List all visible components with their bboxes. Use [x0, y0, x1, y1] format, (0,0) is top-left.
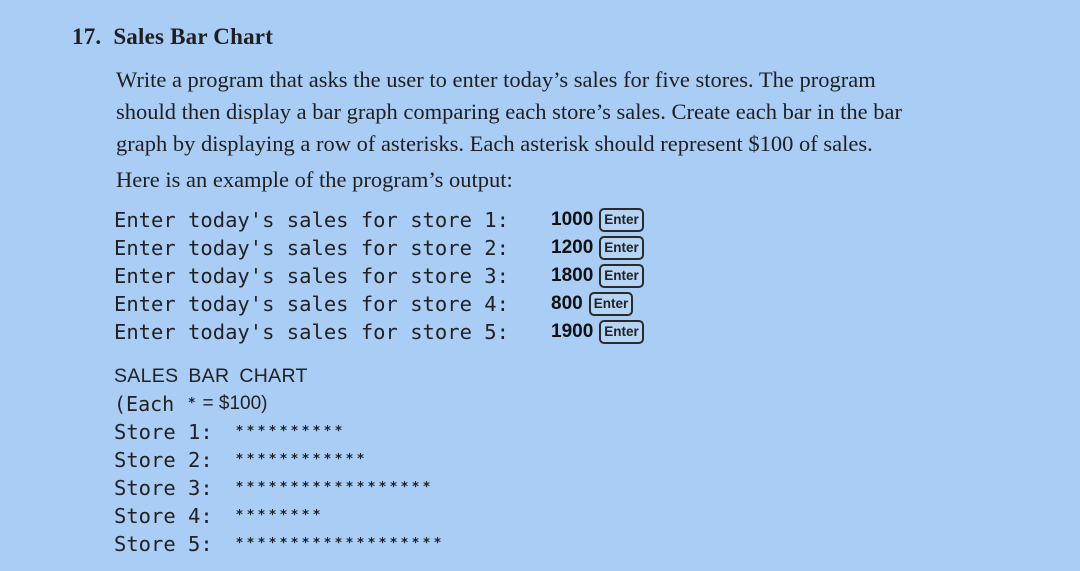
- exercise-description: [116, 64, 1046, 160]
- enter-key-icon: Enter: [599, 208, 644, 232]
- prompt-text: Enter today's sales for store 4:: [114, 292, 522, 316]
- prompt-text: Enter today's sales for store 3:: [114, 264, 522, 288]
- bar-asterisk: *: [290, 536, 299, 551]
- bar-asterisk: *: [301, 424, 310, 439]
- bar-asterisk: *: [268, 452, 277, 467]
- bar-asterisk: *: [389, 536, 398, 551]
- bar-asterisk: *: [400, 536, 409, 551]
- bar-asterisk: *: [301, 508, 310, 523]
- bar-asterisk: *: [246, 480, 255, 495]
- bar-asterisk: *: [334, 424, 343, 439]
- enter-key-icon: Enter: [589, 292, 634, 316]
- bar-asterisk: *: [422, 480, 431, 495]
- bar-asterisk: *: [433, 536, 442, 551]
- bar-asterisk: *: [323, 452, 332, 467]
- bar-asterisk: *: [279, 424, 288, 439]
- prompt-line: [114, 318, 644, 346]
- bar-asterisk: *: [345, 536, 354, 551]
- legend-value: = $100): [197, 393, 268, 414]
- bar-asterisk: *: [235, 536, 244, 551]
- bar-asterisk: *: [411, 536, 420, 551]
- user-entry: 800: [551, 293, 583, 314]
- exercise-number: 17.: [72, 24, 102, 49]
- bar-row: [114, 474, 443, 502]
- enter-key-icon: Enter: [599, 320, 644, 344]
- bar-label: Store 3:: [114, 476, 213, 500]
- bar-row: [114, 446, 443, 474]
- bar-asterisk: *: [257, 424, 266, 439]
- bar-asterisk: *: [378, 536, 387, 551]
- bar-asterisk: *: [257, 452, 266, 467]
- bar-asterisk: *: [246, 452, 255, 467]
- bar-asterisk: *: [301, 452, 310, 467]
- bar-asterisk: *: [334, 452, 343, 467]
- chart-title-word: BAR: [188, 365, 230, 387]
- prompt-text: Enter today's sales for store 5:: [114, 320, 522, 344]
- bar-asterisk: *: [235, 424, 244, 439]
- bar-asterisk: *: [356, 536, 365, 551]
- asterisk-bar: [234, 446, 366, 474]
- prompt-line: [114, 206, 644, 234]
- bar-asterisk: *: [422, 536, 431, 551]
- sales-bar-chart-output: [114, 362, 443, 558]
- bar-asterisk: *: [323, 480, 332, 495]
- enter-key-icon: Enter: [599, 264, 644, 288]
- bar-asterisk: *: [290, 508, 299, 523]
- output-intro: Here is an example of the program’s output:: [116, 167, 513, 192]
- bar-asterisk: *: [312, 536, 321, 551]
- bar-asterisk: *: [345, 480, 354, 495]
- bar-row: [114, 502, 443, 530]
- bar-asterisk: *: [268, 536, 277, 551]
- chart-legend: [114, 390, 443, 418]
- bar-asterisk: *: [378, 480, 387, 495]
- bar-label: Store 4:: [114, 504, 213, 528]
- bar-asterisk: *: [279, 480, 288, 495]
- user-entry: 1800: [551, 265, 594, 286]
- bar-rows: [114, 418, 443, 558]
- prompt-text: Enter today's sales for store 2:: [114, 236, 522, 260]
- bar-row: [114, 418, 443, 446]
- user-entry: 1200: [551, 237, 594, 258]
- bar-asterisk: *: [400, 480, 409, 495]
- asterisk-bar: [234, 418, 344, 446]
- prompt-line: [114, 234, 644, 262]
- exercise-heading: [72, 24, 273, 50]
- asterisk-bar: [234, 530, 443, 558]
- bar-asterisk: *: [290, 452, 299, 467]
- legend-open: (Each: [114, 392, 187, 416]
- chart-title: [114, 362, 443, 390]
- bar-asterisk: *: [345, 452, 354, 467]
- bar-asterisk: *: [235, 480, 244, 495]
- bar-asterisk: *: [235, 452, 244, 467]
- chart-title-word: CHART: [239, 365, 308, 387]
- bar-asterisk: *: [334, 480, 343, 495]
- bar-asterisk: *: [268, 480, 277, 495]
- bar-asterisk: *: [312, 480, 321, 495]
- bar-asterisk: *: [312, 424, 321, 439]
- bar-asterisk: *: [312, 452, 321, 467]
- asterisk-bar: [234, 502, 322, 530]
- enter-key-icon: Enter: [599, 236, 644, 260]
- bar-asterisk: *: [279, 536, 288, 551]
- prompt-line: [114, 290, 644, 318]
- bar-asterisk: *: [268, 424, 277, 439]
- bar-row: [114, 530, 443, 558]
- bar-asterisk: *: [356, 452, 365, 467]
- bar-asterisk: *: [334, 536, 343, 551]
- bar-asterisk: *: [301, 536, 310, 551]
- bar-asterisk: *: [279, 508, 288, 523]
- bar-asterisk: *: [246, 424, 255, 439]
- bar-asterisk: *: [356, 480, 365, 495]
- bar-asterisk: *: [290, 424, 299, 439]
- prompt-line: [114, 262, 644, 290]
- bar-asterisk: *: [367, 480, 376, 495]
- bar-asterisk: *: [235, 508, 244, 523]
- description-line: graph by displaying a row of asterisks. Each asterisk should represent $100 of sales.: [116, 131, 873, 156]
- bar-asterisk: *: [246, 536, 255, 551]
- bar-asterisk: *: [268, 508, 277, 523]
- bar-asterisk: *: [323, 424, 332, 439]
- bar-asterisk: *: [246, 508, 255, 523]
- bar-asterisk: *: [290, 480, 299, 495]
- chart-title-word: SALES: [114, 365, 179, 387]
- bar-asterisk: *: [279, 452, 288, 467]
- bar-label: Store 1:: [114, 420, 213, 444]
- user-entry: 1900: [551, 321, 594, 342]
- exercise-title: Sales Bar Chart: [113, 24, 274, 49]
- description-line: should then display a bar graph comparing each store’s sales. Create each bar in the bar: [116, 99, 902, 124]
- bar-asterisk: *: [257, 536, 266, 551]
- description-line: Write a program that asks the user to enter today’s sales for five stores. The program: [116, 67, 876, 92]
- bar-asterisk: *: [411, 480, 420, 495]
- bar-asterisk: *: [367, 536, 376, 551]
- asterisk-bar: [234, 474, 432, 502]
- bar-asterisk: *: [389, 480, 398, 495]
- bar-label: Store 2:: [114, 448, 213, 472]
- bar-label: Store 5:: [114, 532, 213, 556]
- sample-input-prompts: [114, 206, 644, 346]
- bar-asterisk: *: [257, 480, 266, 495]
- bar-asterisk: *: [301, 480, 310, 495]
- bar-asterisk: *: [312, 508, 321, 523]
- user-entry: 1000: [551, 209, 594, 230]
- bar-asterisk: *: [257, 508, 266, 523]
- prompt-text: Enter today's sales for store 1:: [114, 208, 522, 232]
- legend-asterisk: *: [187, 396, 196, 411]
- bar-asterisk: *: [323, 536, 332, 551]
